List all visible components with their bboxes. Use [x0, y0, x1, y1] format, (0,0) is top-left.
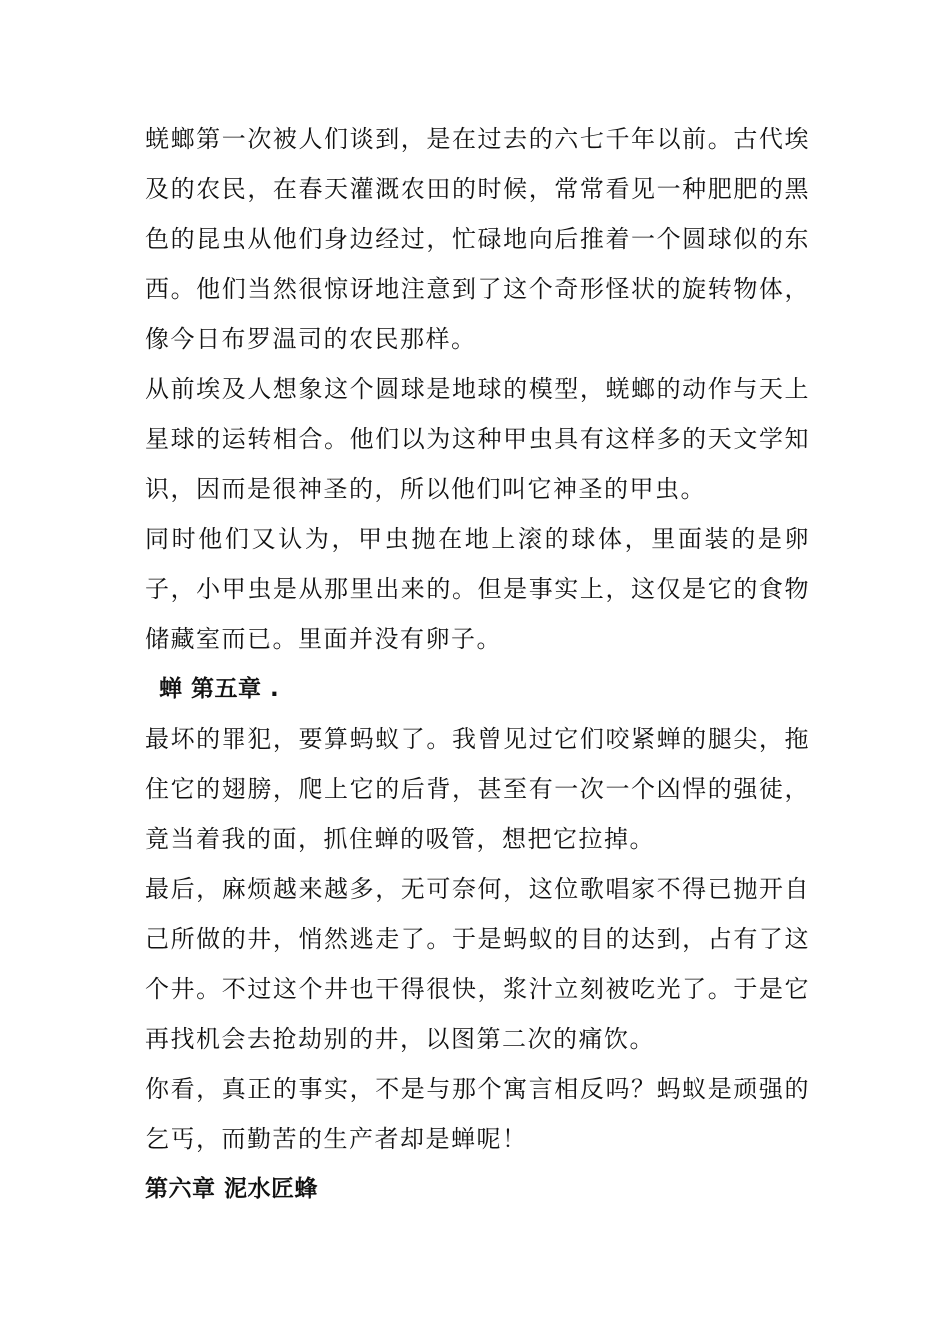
chapter-6-heading: 第六章 泥水匠蜂 — [145, 1176, 319, 1202]
chapter-5-heading: 蝉 第五章 . — [159, 676, 280, 702]
paragraph-fable-reversed: 你看，真正的事实，不是与那个寓言相反吗？蚂蚁是顽强的乞丐，而勤苦的生产者却是蝉呢！ — [145, 1075, 810, 1153]
paragraph-scarab-astronomy: 从前埃及人想象这个圆球是地球的模型，蜣螂的动作与天上星球的运转相合。他们以为这种甲虫具有这样多的天文学知识，因而是很神圣的，所以他们叫它神圣的甲虫。 — [145, 375, 810, 503]
paragraph-ants-attack: 最坏的罪犯，要算蚂蚁了。我曾见过它们咬紧蝉的腿尖，拖住它的翅膀，爬上它的后背，甚至有一次一个凶悍的强徒，竟当着我的面，抓住蝉的吸管，想把它拉掉。 — [145, 725, 810, 853]
document-page — [145, 114, 810, 1214]
paragraph-scarab-ball: 同时他们又认为，甲虫抛在地上滚的球体，里面装的是卵子，小甲虫是从那里出来的。但是事实上，这仅是它的食物储藏室而已。里面并没有卵子。 — [145, 525, 810, 653]
paragraph-cicada-flees: 最后，麻烦越来越多，无可奈何，这位歌唱家不得已抛开自己所做的井，悄然逃走了。于是蚂蚁的目的达到，占有了这个井。不过这个井也干得很快，浆汁立刻被吃光了。于是它再找机会去抢劫别的井，以图第二次的痛饮。 — [145, 875, 810, 1053]
paragraph-scarab-history: 蜣螂第一次被人们谈到，是在过去的六七千年以前。古代埃及的农民，在春天灌溉农田的时候，常常看见一种肥肥的黑色的昆虫从他们身边经过，忙碌地向后推着一个圆球似的东西。他们当然很惊讶地注意到了这个奇形怪状的旋转物体，像今日布罗温司的农民那样。 — [145, 125, 810, 353]
